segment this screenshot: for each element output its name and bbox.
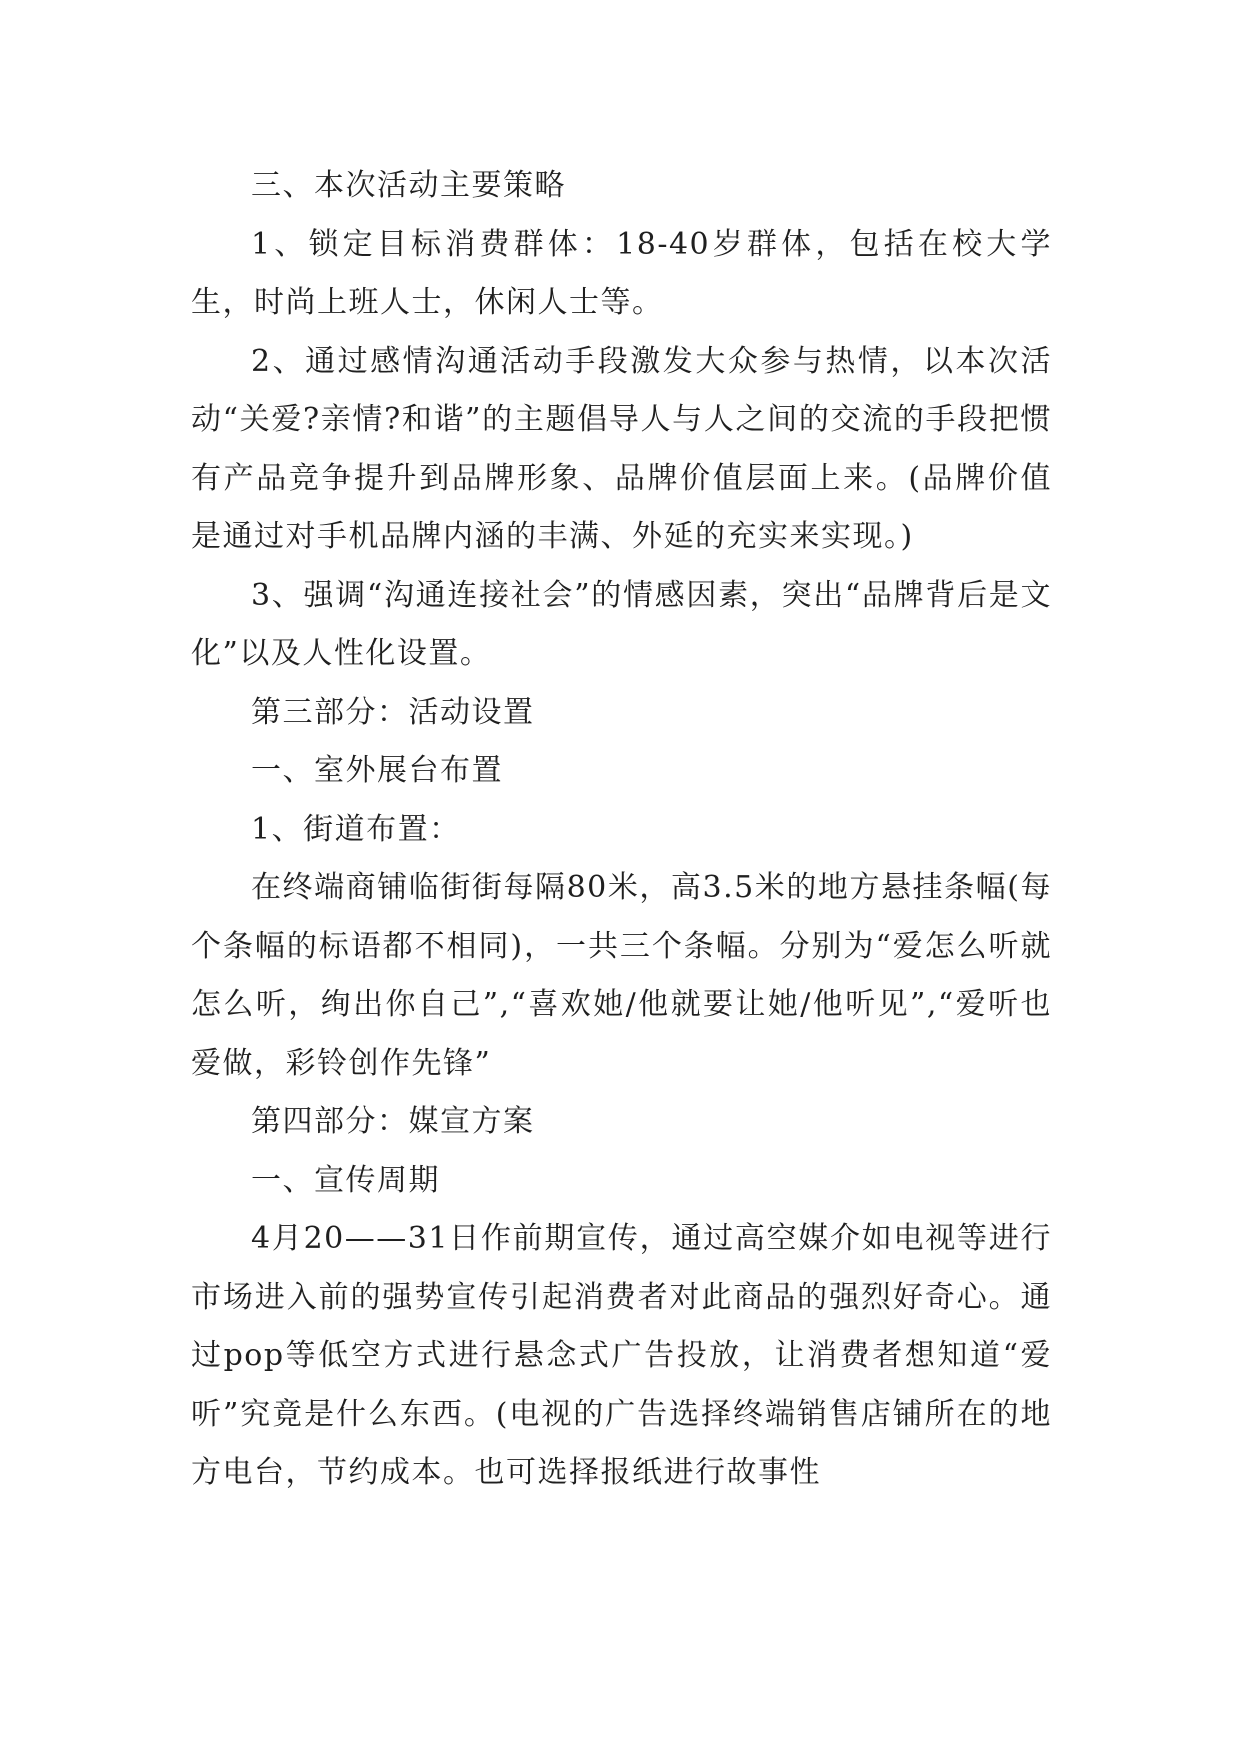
paragraph-target-group: 1、锁定目标消费群体：18-40岁群体，包括在校大学生，时尚上班人士，休闲人士等。 xyxy=(191,226,1052,320)
section-heading-promotion-period: 一、宣传周期 xyxy=(251,1162,440,1198)
paragraph-emotional-communication: 2、通过感情沟通活动手段激发大众参与热情，以本次活动“关爱?亲情?和谐”的主题倡导人与人之间的交流的手段把惯有产品竞争提升到品牌形象、品牌价值层面上来。(品牌价值是通过对手机品牌内涵的丰满、外延的充实来实现。) xyxy=(191,343,1052,554)
subheading-street-layout: 1、街道布置： xyxy=(251,811,461,847)
document-body xyxy=(191,157,1052,1503)
paragraph-banners: 在终端商铺临街街每隔80米，高3.5米的地方悬挂条幅(每个条幅的标语都不相同)，一共三个条幅。分别为“爱怎么听就怎么听，绚出你自己”,“喜欢她/他就要让她/他听见”,“爱听也爱做，彩铃创作先锋” xyxy=(191,870,1052,1081)
part-heading-activity-setup: 第三部分：活动设置 xyxy=(251,694,535,730)
paragraph-promotion-details: 4月20——31日作前期宣传，通过高空媒介如电视等进行市场进入前的强势宣传引起消费者对此商品的强烈好奇心。通过pop等低空方式进行悬念式广告投放，让消费者想知道“爱听”究竟是什么东西。(电视的广告选择终端销售店铺所在的地方电台，节约成本。也可选择报纸进行故事性 xyxy=(191,1221,1052,1490)
part-heading-media-plan: 第四部分：媒宣方案 xyxy=(251,1104,535,1139)
paragraph-culture-emphasis: 3、强调“沟通连接社会”的情感因素，突出“品牌背后是文化”以及人性化设置。 xyxy=(191,577,1052,671)
section-heading-outdoor-booth: 一、室外展台布置 xyxy=(251,753,503,788)
section-heading-strategy: 三、本次活动主要策略 xyxy=(251,168,566,203)
